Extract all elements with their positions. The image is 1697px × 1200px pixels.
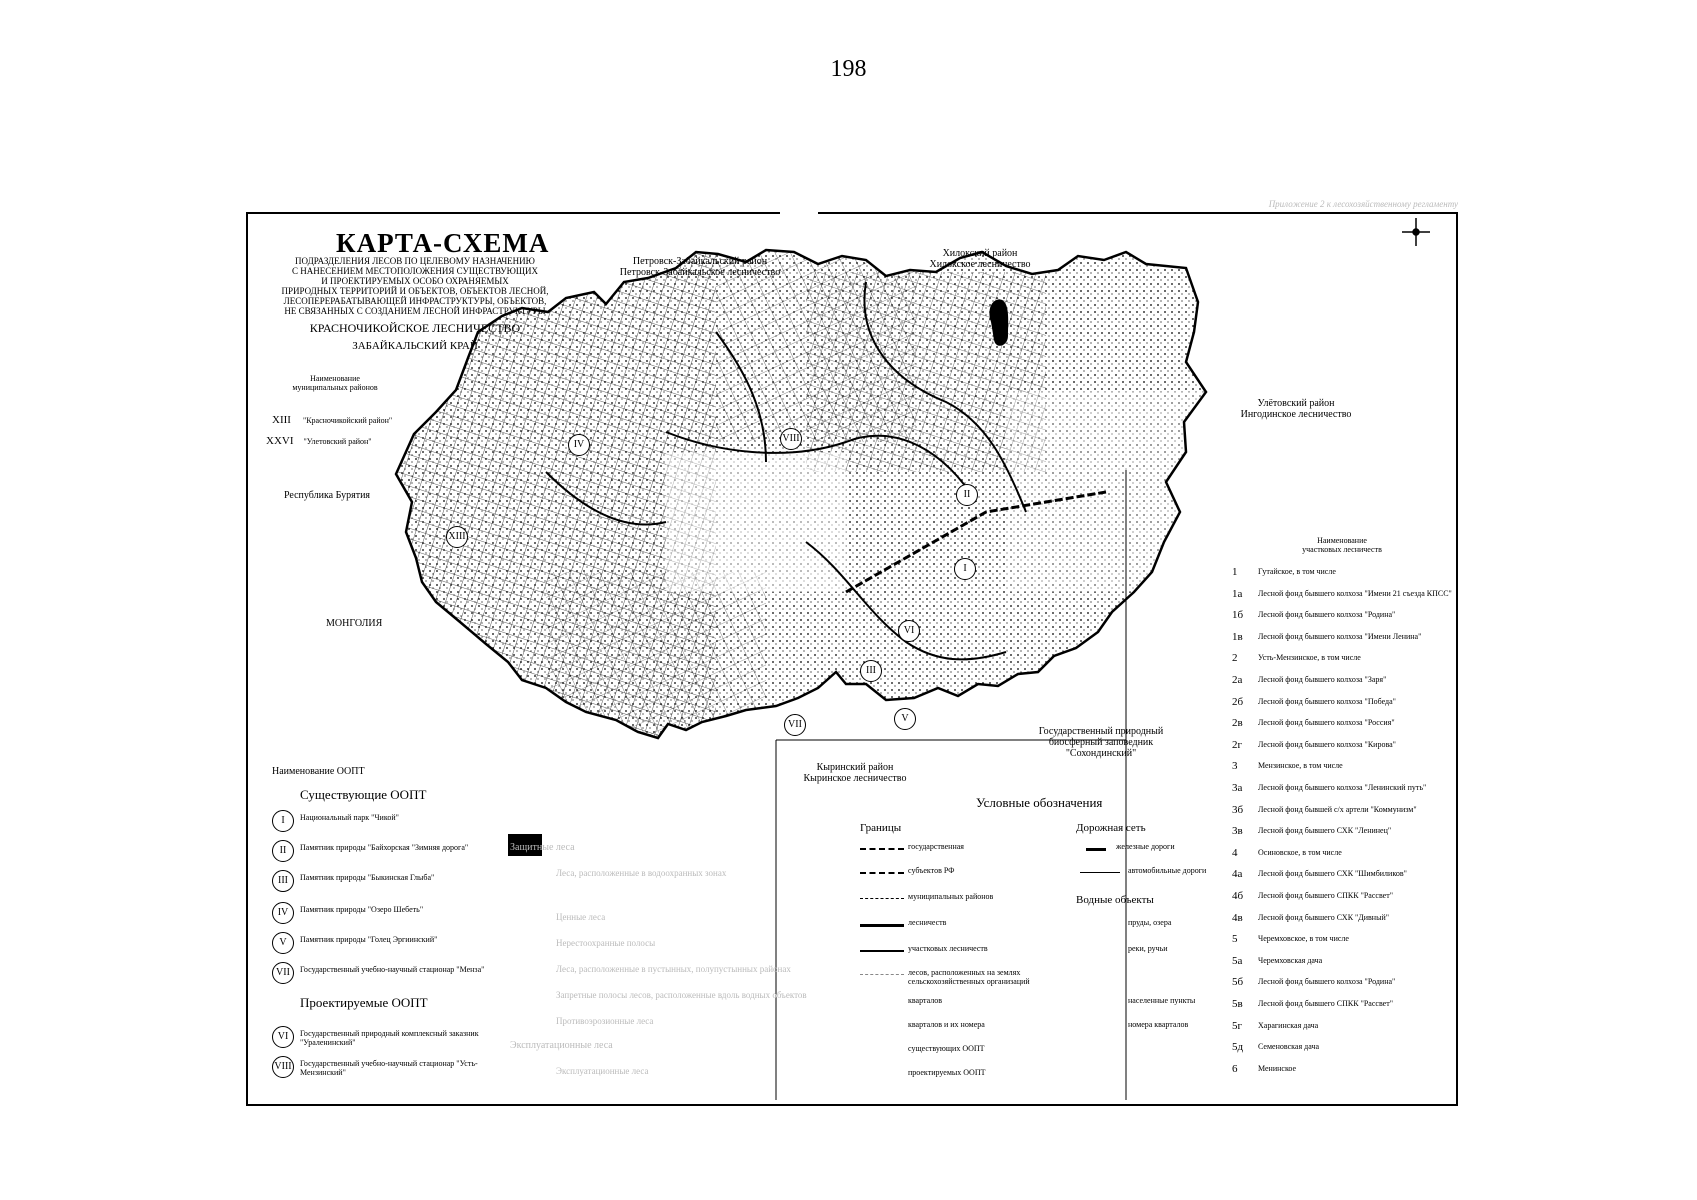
leshoz-item: [1232, 696, 1452, 716]
protective-item: Противоэрозионные леса: [556, 1016, 654, 1026]
subtitle-line: С НАНЕСЕНИЕМ МЕСТОПОЛОЖЕНИЯ СУЩЕСТВУЮЩИХ: [292, 266, 538, 276]
leshoz-item: [1232, 1063, 1452, 1083]
oopt-label: Памятник природы "Быкинская Глыба": [300, 873, 435, 882]
leshoz-label: Менинское: [1258, 1063, 1297, 1073]
oopt-num: VI: [272, 1026, 294, 1048]
legend-label: государственная: [908, 842, 964, 851]
leshoz-num: 3в: [1232, 825, 1243, 838]
leshoz-num: 3а: [1232, 782, 1243, 794]
reserve-line: "Сохондинский": [1065, 748, 1137, 759]
page-number: 198: [830, 56, 867, 82]
leshoz-item: [1232, 1020, 1452, 1040]
legend-label: реки, ручьи: [1128, 944, 1168, 953]
subtitle-line: ЛЕСОПЕРЕРАБАТЫВАЮЩЕЙ ИНФРАСТРУКТУРЫ, ОБЪЕКТОВ,: [283, 296, 547, 306]
leshoz-num: 6: [1232, 1062, 1238, 1075]
leshoz-num: 5б: [1232, 976, 1244, 989]
neighbor-line: Петровск-Забайкальский район: [632, 256, 768, 267]
oopt-label: Национальный парк "Чикой": [300, 813, 399, 822]
oopt-item: [272, 1026, 492, 1052]
leshoz-label: Лесной фонд бывшего СПКК "Рассвет": [1258, 891, 1393, 900]
leshoz-label: Лесной фонд бывшего колхоза "Имени 21 съезда КПСС": [1258, 588, 1452, 598]
leshoz-num: 5г: [1232, 1019, 1243, 1032]
leshoz-label: Лесной фонд бывшего колхоза "Победа": [1258, 696, 1396, 706]
leshoz-num: 2а: [1232, 674, 1243, 686]
region-name: ЗАБАЙКАЛЬСКИЙ КРАЙ: [352, 340, 478, 352]
oopt-label: Памятник природы "Байхорская "Зимняя дорога": [300, 843, 469, 852]
legend-label: кварталов: [908, 996, 942, 1005]
neighbor-mongolia: МОНГОЛИЯ: [326, 618, 383, 629]
neighbor-line: Хилокское лесничество: [929, 259, 1031, 270]
legend-label: лесов, расположенных на землях сельскохозяйственных организаций: [908, 968, 1030, 986]
leshoz-header: [1262, 536, 1422, 554]
oopt-item: [272, 962, 492, 988]
border-forestry-symbol: [860, 924, 904, 927]
oopt-item: [272, 840, 492, 866]
border-subject-symbol: [860, 872, 904, 874]
forestry-name: КРАСНОЧИКОЙСКОЕ ЛЕСНИЧЕСТВО: [309, 321, 521, 335]
municipal-label: "Красночикойский район": [302, 416, 393, 425]
oopt-num: III: [272, 870, 294, 892]
oopt-num: VIII: [272, 1056, 294, 1078]
leshoz-label: Лесной фонд бывшего колхоза "Кирова": [1258, 739, 1396, 749]
leshoz-num: 1в: [1232, 630, 1243, 643]
oopt-item: [272, 902, 492, 928]
municipal-label: "Улетовский район": [303, 437, 372, 446]
neighbor-uletov: [1226, 398, 1366, 420]
leshoz-num: 1б: [1232, 609, 1244, 622]
neighbor-line: Ингодинское лесничество: [1240, 409, 1352, 420]
leshoz-label: Лесной фонд бывшей с/х артели "Коммунизм": [1258, 804, 1417, 814]
leshoz-num: 4: [1232, 846, 1238, 859]
leshoz-num: 4в: [1232, 911, 1243, 924]
oopt-item: [272, 1056, 492, 1082]
map-marker: II: [956, 484, 978, 506]
leshoz-item: [1232, 847, 1452, 867]
map-marker: VII: [784, 714, 806, 736]
leshoz-header-line: Наименование: [1317, 536, 1367, 545]
leshoz-label: Гутайское, в том числе: [1258, 567, 1336, 576]
legend-label: муниципальных районов: [908, 892, 994, 901]
leshoz-item: [1232, 998, 1452, 1018]
leshoz-item: [1232, 760, 1452, 780]
leshoz-item: [1232, 912, 1452, 932]
border-state-symbol: [860, 848, 904, 850]
subtitle-line: НЕ СВЯЗАННЫХ С СОЗДАНИЕМ ЛЕСНОЙ ИНФРАСТРУКТУРЫ: [284, 306, 546, 316]
protective-item: Нерестоохранные полосы: [556, 938, 656, 948]
leshoz-num: 5в: [1232, 998, 1243, 1010]
map-subtitle: [270, 256, 560, 316]
leshoz-item: [1232, 609, 1452, 629]
oopt-num: II: [272, 840, 294, 862]
neighbor-petrovsk: [600, 256, 800, 278]
oopt-label: Памятник природы "Голец Эргиинский": [300, 935, 438, 944]
leshoz-label: Лесной фонд бывшего колхоза "Заря": [1258, 675, 1387, 684]
leshoz-item: [1232, 717, 1452, 737]
leshoz-item: [1232, 976, 1452, 996]
leshoz-num: 2в: [1232, 717, 1243, 730]
leshoz-label: Черемховская дача: [1258, 955, 1323, 965]
leshoz-label: Лесной фонд бывшего колхоза "Родина": [1258, 977, 1396, 987]
exploitation-title: Эксплуатационные леса: [510, 1040, 613, 1051]
leshoz-item: [1232, 804, 1452, 824]
oopt-item: [272, 810, 492, 836]
neighbor-buryatia: Республика Бурятия: [284, 490, 371, 501]
oopt-label: Памятник природы "Озеро Шебеть": [300, 905, 424, 914]
neighbor-line: Кыринский район: [816, 762, 894, 773]
leshoz-num: 5д: [1232, 1041, 1244, 1054]
legend-label: существующих ООПТ: [908, 1044, 985, 1053]
oopt-num: VII: [272, 962, 294, 984]
municipal-num: XXVI: [266, 435, 294, 447]
leshoz-label: Осиновское, в том числе: [1258, 847, 1342, 857]
oopt-item: [272, 932, 492, 958]
neighbor-line: Петровск-Забайкальское лесничество: [619, 267, 781, 278]
legend-label: населенные пункты: [1128, 996, 1196, 1005]
municipal-header-line: муниципальных районов: [292, 383, 378, 392]
oopt-item: [272, 870, 492, 896]
legend-borders-title: Границы: [860, 822, 902, 834]
protective-item: Запретные полосы лесов, расположенные вдоль водных объектов: [556, 990, 807, 1000]
municipal-item: [272, 410, 392, 428]
map-marker: XIII: [446, 526, 468, 548]
leshoz-item: [1232, 782, 1452, 802]
leshoz-label: Лесной фонд бывшего СХК "Дивный": [1258, 912, 1390, 922]
neighbor-kyra: [790, 762, 920, 784]
leshoz-num: 3б: [1232, 803, 1244, 816]
leshoz-item: [1232, 739, 1452, 759]
leshoz-item: [1232, 652, 1452, 672]
municipal-header: [270, 374, 400, 392]
leshoz-label: Семеновская дача: [1258, 1042, 1320, 1052]
map-title: КАРТА-СХЕМА: [336, 228, 550, 258]
border-district-symbol: [860, 950, 904, 952]
municipal-num: XIII: [272, 414, 291, 426]
oopt-num: I: [272, 810, 294, 832]
leshoz-label: Черемховское, в том числе: [1258, 934, 1349, 944]
leshoz-label: Лесной фонд бывшего СПКК "Рассвет": [1258, 999, 1393, 1008]
leshoz-item: [1232, 890, 1452, 910]
reserve-sokhondinsky: [1026, 726, 1176, 759]
leshoz-num: 4а: [1232, 868, 1243, 881]
map-marker: I: [954, 558, 976, 580]
leshoz-item: [1232, 933, 1452, 953]
neighbor-khilok: [900, 248, 1060, 270]
leshoz-num: 2г: [1232, 738, 1243, 751]
protective-item: Ценные леса: [556, 912, 606, 922]
legend-label: пруды, озера: [1128, 918, 1172, 927]
road-symbol: [1080, 872, 1120, 873]
frame-note: Приложение 2 к лесохозяйственному регламенту: [1268, 199, 1458, 209]
railway-symbol: [1086, 848, 1106, 851]
leshoz-item: [1232, 825, 1452, 845]
protective-item: Леса, расположенные в водоохранных зонах: [556, 868, 727, 878]
legend-title: Условные обозначения: [976, 795, 1103, 810]
leshoz-num: 5: [1232, 933, 1238, 946]
leshoz-label: Лесной фонд бывшего колхоза "Имени Ленина": [1258, 631, 1422, 641]
subtitle-line: ПРИРОДНЫХ ТЕРРИТОРИЙ И ОБЪЕКТОВ, ОБЪЕКТОВ ЛЕСНОЙ,: [281, 286, 549, 296]
map-marker: VIII: [780, 428, 802, 450]
municipal-item: [266, 431, 372, 449]
leshoz-num: 5а: [1232, 954, 1243, 967]
legend-label: железные дороги: [1116, 842, 1175, 851]
neighbor-line: Хилокский район: [942, 248, 1018, 259]
subtitle-line: И ПРОЕКТИРУЕМЫХ ОСОБО ОХРАНЯЕМЫХ: [321, 276, 509, 286]
neighbor-line: Кыринское лесничество: [803, 773, 907, 784]
legend-label: проектируемых ООПТ: [908, 1068, 986, 1077]
legend-roads-title: Дорожная сеть: [1076, 822, 1146, 834]
legend-label: участковых лесничеств: [908, 944, 988, 953]
reserve-line: Государственный природный: [1038, 726, 1164, 737]
oopt-num: IV: [272, 902, 294, 924]
leshoz-item: [1232, 631, 1452, 651]
leshoz-item: [1232, 674, 1452, 694]
leshoz-item: [1232, 566, 1452, 586]
oopt-label: Государственный природный комплексный заказник "Ураленинский": [300, 1029, 479, 1047]
oopt-existing-title: Существующие ООПТ: [300, 787, 427, 802]
legend-label: автомобильные дороги: [1128, 866, 1207, 875]
oopt-header: Наименование ООПТ: [272, 766, 365, 777]
border-agri-symbol: [860, 974, 904, 975]
legend-label: кварталов и их номера: [908, 1020, 985, 1029]
leshoz-label: Мензинское, в том числе: [1258, 761, 1343, 771]
oopt-projected-title: Проектируемые ООПТ: [300, 995, 428, 1010]
subtitle-line: ПОДРАЗДЕЛЕНИЯ ЛЕСОВ ПО ЦЕЛЕВОМУ НАЗНАЧЕНИЮ: [295, 256, 535, 266]
map-marker: VI: [898, 620, 920, 642]
leshoz-item: [1232, 955, 1452, 975]
leshoz-label: Усть-Мензинское, в том числе: [1258, 653, 1361, 663]
exploitation-item: Эксплуатационные леса: [556, 1066, 649, 1076]
leshoz-item: [1232, 588, 1452, 608]
legend-water-title: Водные объекты: [1076, 894, 1154, 906]
legend-label: лесничеств: [908, 918, 947, 927]
map-marker: IV: [568, 434, 590, 456]
oopt-label: Государственный учебно-научный стационар "Менза": [300, 965, 485, 974]
protective-title: Защитные леса: [510, 842, 575, 853]
leshoz-num: 2б: [1232, 695, 1244, 708]
municipal-header-line: Наименование: [310, 374, 360, 383]
leshoz-item: [1232, 868, 1452, 888]
map-marker: III: [860, 660, 882, 682]
leshoz-label: Лесной фонд бывшего СХК "Ленинец": [1258, 826, 1392, 836]
leshoz-num: 1: [1232, 566, 1238, 578]
leshoz-label: Лесной фонд бывшего СХК "Шимбиликов": [1258, 869, 1407, 879]
leshoz-header-line: участковых лесничеств: [1302, 545, 1382, 554]
protective-item: Леса, расположенные в пустынных, полупустынных районах: [556, 964, 791, 974]
leshoz-num: 3: [1232, 760, 1238, 773]
leshoz-num: 2: [1232, 652, 1238, 665]
reserve-line: биосферный заповедник: [1048, 737, 1154, 748]
legend-label: субъектов РФ: [908, 866, 955, 875]
oopt-num: V: [272, 932, 294, 954]
legend-label: номера кварталов: [1128, 1020, 1189, 1029]
border-municipal-symbol: [860, 898, 904, 899]
oopt-label: Государственный учебно-научный стационар "Усть-Мензинский": [300, 1059, 478, 1077]
leshoz-label: Харагинская дача: [1258, 1020, 1319, 1030]
leshoz-label: Лесной фонд бывшего колхоза "Ленинский путь": [1258, 783, 1427, 792]
neighbor-line: Улётовский район: [1257, 398, 1335, 409]
leshoz-label: Лесной фонд бывшего колхоза "Россия": [1258, 718, 1395, 728]
map-marker: V: [894, 708, 916, 730]
leshoz-label: Лесной фонд бывшего колхоза "Родина": [1258, 610, 1396, 620]
leshoz-num: 4б: [1232, 890, 1244, 902]
leshoz-item: [1232, 1041, 1452, 1061]
leshoz-num: 1а: [1232, 587, 1243, 600]
